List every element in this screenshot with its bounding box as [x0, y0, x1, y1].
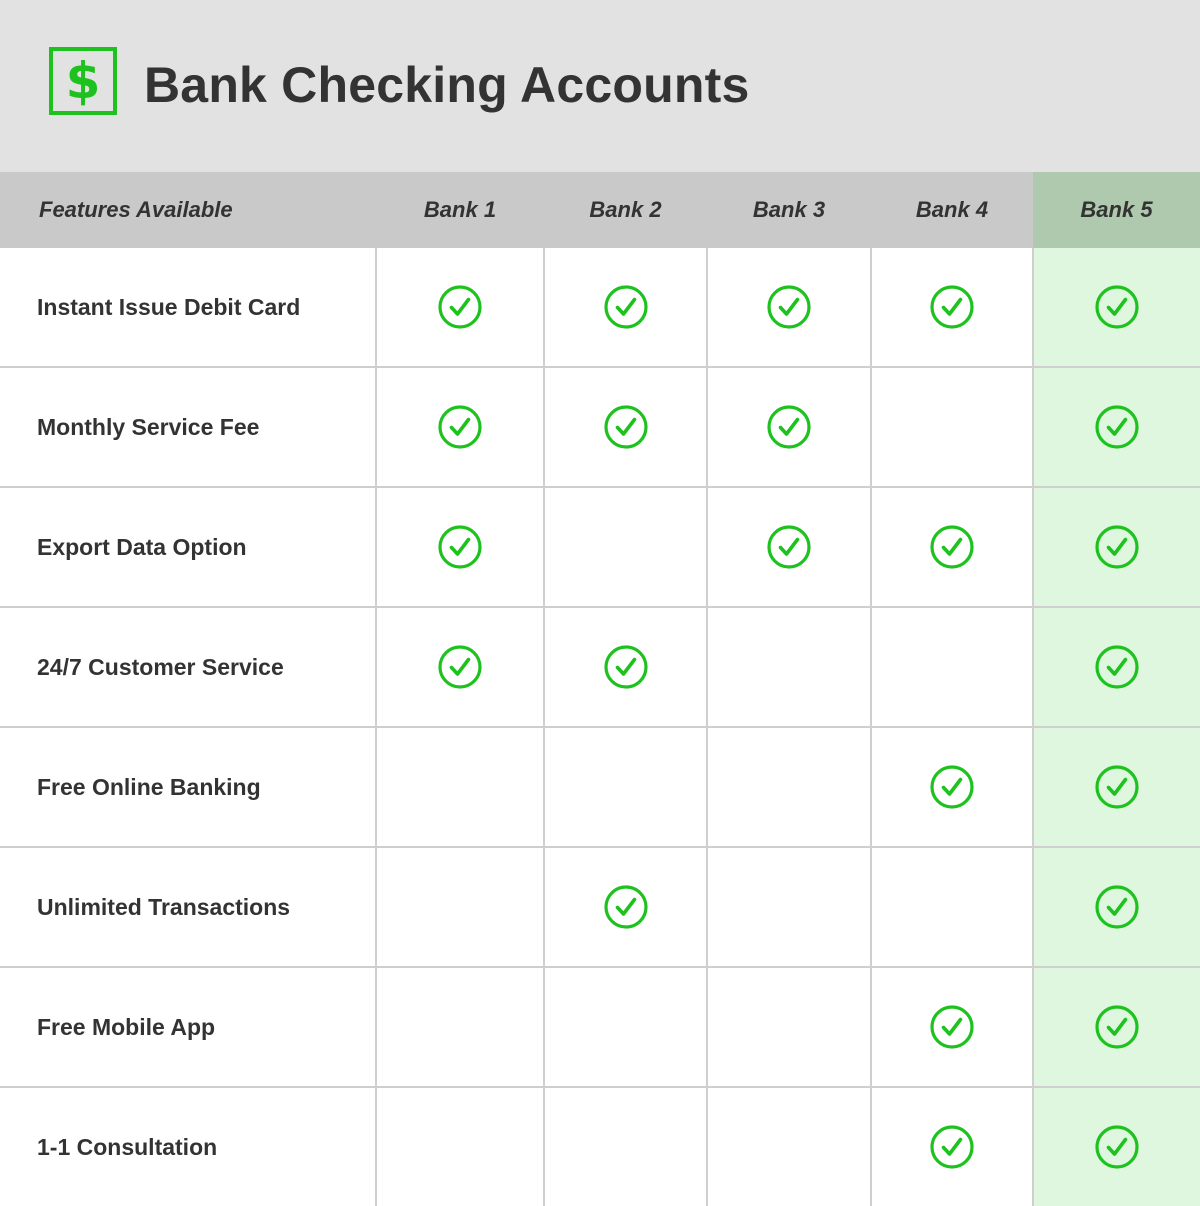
check-circle-icon [1094, 298, 1140, 315]
availability-cell [376, 367, 544, 487]
check-circle-icon [766, 418, 812, 435]
availability-cell [871, 607, 1033, 727]
header-row [0, 172, 1200, 248]
availability-cell [707, 607, 871, 727]
check-circle-icon [929, 1018, 975, 1035]
bank-header: Bank 1 [376, 172, 544, 248]
availability-cell [1033, 367, 1200, 487]
check-circle-icon [603, 418, 649, 435]
page-title: Bank Checking Accounts [144, 57, 750, 113]
availability-cell [707, 487, 871, 607]
table-row [0, 367, 1200, 487]
availability-cell [707, 847, 871, 967]
check-circle-icon [766, 538, 812, 555]
table-row [0, 248, 1200, 367]
availability-cell [544, 967, 707, 1087]
table-body [0, 248, 1200, 1206]
table-row [0, 847, 1200, 967]
availability-cell [376, 727, 544, 847]
availability-cell [544, 248, 707, 367]
feature-label: Free Mobile App [0, 967, 376, 1087]
availability-cell [1033, 607, 1200, 727]
bank-header: Bank 2 [544, 172, 707, 248]
feature-label: Monthly Service Fee [0, 367, 376, 487]
feature-label: Unlimited Transactions [0, 847, 376, 967]
check-circle-icon [1094, 538, 1140, 555]
bank-header: Bank 4 [871, 172, 1033, 248]
availability-cell [871, 1087, 1033, 1206]
availability-cell [544, 367, 707, 487]
availability-cell [707, 967, 871, 1087]
feature-label: 1-1 Consultation [0, 1087, 376, 1206]
check-circle-icon [1094, 778, 1140, 795]
check-circle-icon [929, 1138, 975, 1155]
availability-cell [376, 967, 544, 1087]
feature-label: Free Online Banking [0, 727, 376, 847]
availability-cell [376, 248, 544, 367]
comparison-table [0, 172, 1200, 1206]
check-circle-icon [1094, 1018, 1140, 1035]
dollar-icon [49, 47, 117, 115]
check-circle-icon [1094, 1138, 1140, 1155]
availability-cell [1033, 248, 1200, 367]
availability-cell [544, 607, 707, 727]
bank-header: Bank 3 [707, 172, 871, 248]
table-row [0, 487, 1200, 607]
availability-cell [376, 607, 544, 727]
availability-cell [707, 1087, 871, 1206]
feature-label: Export Data Option [0, 487, 376, 607]
availability-cell [1033, 967, 1200, 1087]
availability-cell [707, 248, 871, 367]
check-circle-icon [437, 658, 483, 675]
check-circle-icon [929, 538, 975, 555]
check-circle-icon [437, 418, 483, 435]
check-circle-icon [929, 298, 975, 315]
availability-cell [871, 248, 1033, 367]
availability-cell [871, 727, 1033, 847]
features-header: Features Available [0, 172, 376, 248]
availability-cell [1033, 487, 1200, 607]
availability-cell [376, 487, 544, 607]
availability-cell [871, 847, 1033, 967]
availability-cell [544, 727, 707, 847]
availability-cell [376, 847, 544, 967]
check-circle-icon [437, 298, 483, 315]
check-circle-icon [1094, 898, 1140, 915]
check-circle-icon [437, 538, 483, 555]
check-circle-icon [603, 298, 649, 315]
bank-header: Bank 5 [1033, 172, 1200, 248]
feature-label: Instant Issue Debit Card [0, 248, 376, 367]
availability-cell [707, 367, 871, 487]
check-circle-icon [603, 898, 649, 915]
feature-label: 24/7 Customer Service [0, 607, 376, 727]
table-row [0, 967, 1200, 1087]
availability-cell [376, 1087, 544, 1206]
header [0, 0, 1200, 172]
availability-cell [871, 487, 1033, 607]
availability-cell [1033, 1087, 1200, 1206]
table-row [0, 727, 1200, 847]
availability-cell [707, 727, 871, 847]
check-circle-icon [1094, 418, 1140, 435]
availability-cell [1033, 727, 1200, 847]
availability-cell [1033, 847, 1200, 967]
table-row [0, 1087, 1200, 1206]
check-circle-icon [766, 298, 812, 315]
check-circle-icon [929, 778, 975, 795]
availability-cell [871, 967, 1033, 1087]
table-row [0, 607, 1200, 727]
availability-cell [544, 847, 707, 967]
availability-cell [544, 487, 707, 607]
availability-cell [871, 367, 1033, 487]
availability-cell [544, 1087, 707, 1206]
check-circle-icon [603, 658, 649, 675]
check-circle-icon [1094, 658, 1140, 675]
logo-symbol: $ [65, 52, 101, 110]
